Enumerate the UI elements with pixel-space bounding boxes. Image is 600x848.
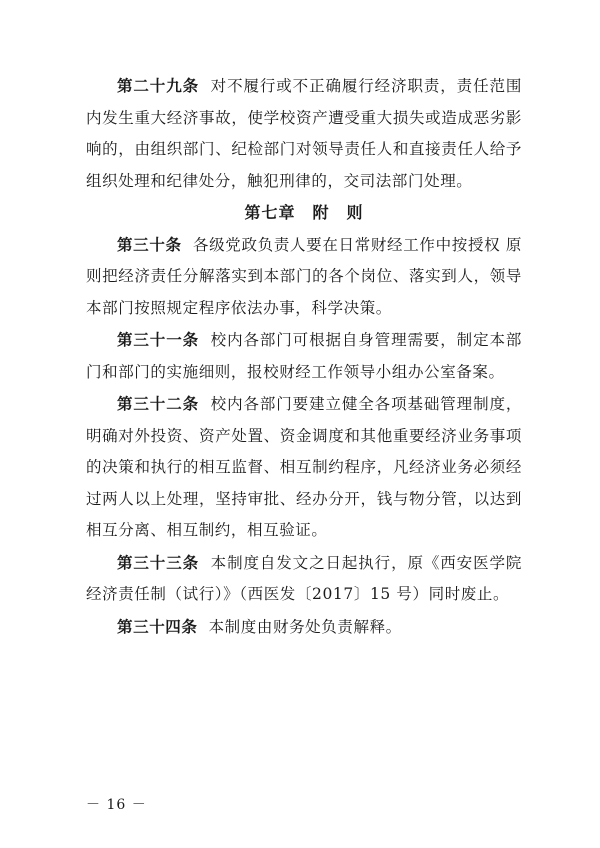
article-text: 对不履行或不正确履行经济职责，责任范围内发生重大经济事故，使学校资产遭受重大损失或造成恶劣影响的，由组织部门、纪检部门对领导责任人和直接责任人给予组织处理和纪律处分，触犯刑律的，交司法部门处理。 [86, 77, 522, 190]
chapter-title: 第七章 附 则 [244, 203, 364, 222]
article-29 [86, 70, 522, 197]
article-text: 本制度由财务处负责解释。 [208, 617, 402, 636]
article-33 [86, 547, 522, 611]
article-heading: 第三十四条 [117, 616, 198, 636]
article-text: 各级党政负责人要在日常财经工作中按授权 原则把经济责任分解落实到本部门的各个岗位、落实到人，领导本部门按照规定程序依法办事，科学决策。 [86, 235, 523, 317]
article-heading: 第三十一条 [117, 330, 200, 349]
article-30 [86, 229, 522, 325]
article-heading: 第三十二条 [117, 394, 200, 413]
article-34 [86, 611, 522, 644]
article-text: 本制度自发文之日起执行，原《西安医学院经济责任制（试行）》（西医发〔2017〕15 号）同时废止。 [86, 553, 522, 603]
document-page [86, 70, 522, 643]
article-heading: 第二十九条 [117, 76, 200, 95]
article-31 [86, 324, 522, 388]
article-text: 校内各部门可根据自身管理需要，制定本部门和部门的实施细则，报校财经工作领导小组办公室备案。 [86, 331, 522, 381]
article-heading: 第三十条 [117, 234, 182, 254]
page-number: － 16 － [86, 797, 147, 813]
article-text: 校内各部门要建立健全各项基础管理制度，明确对外投资、资产处置、资金调度和其他重要经济业务事项的决策和执行的相互监督、相互制约程序，凡经济业务必须经过两人以上处理，坚持审批、经办分开，钱与物分管，以达到相互分离、相互制约，相互验证。 [86, 395, 522, 539]
article-32 [86, 388, 522, 547]
article-heading: 第三十三条 [117, 552, 200, 572]
